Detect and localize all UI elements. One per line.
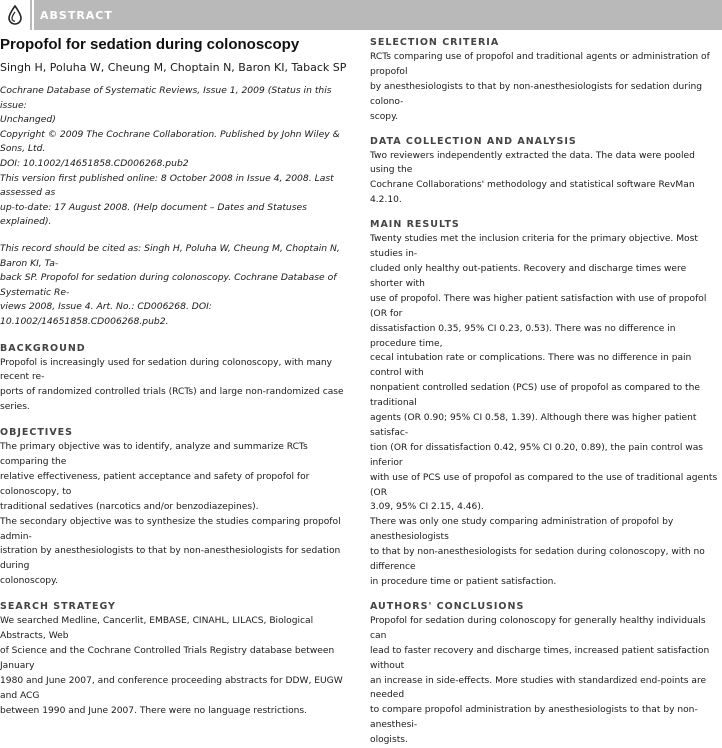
author-list: Singh H, Poluha W, Cheung M, Choptain N, Baron KI, Taback SP: [0, 61, 347, 74]
text-line: Copyright © 2009 The Cochrane Collaboration. Published by John Wiley & Sons, Ltd.: [0, 128, 340, 155]
search-strategy-text: [0, 614, 350, 718]
text-line: relative effectiveness, patient acceptance and safety of propofol for colonoscopy, to: [0, 471, 310, 497]
text-line: scopy.: [370, 111, 399, 122]
text-line: cecal intubation rate or complications. There was no difference in pain control with: [370, 353, 692, 379]
text-line: Cochrane Collaborations' methodology and statistical software RevMan 4.2.10.: [370, 180, 695, 206]
text-line: This version first published online: 8 October 2008 in Issue 4, 2008. Last assessed as: [0, 172, 334, 199]
text-line: views 2008, Issue 4. Art. No.: CD006268. DOI: 10.1002/14651858.CD006268.pub2.: [0, 301, 212, 327]
text-line: Propofol is increasingly used for sedation during colonoscopy, with many recent re-: [0, 357, 333, 383]
citation-info: [0, 242, 350, 330]
text-line: 1980 and June 2007, and conference proceeding abstracts for DDW, EUGW and ACG: [0, 675, 343, 701]
text-line: lead to faster recovery and discharge times, increased patient satisfaction without: [370, 645, 710, 671]
selection-criteria-text: [370, 50, 720, 125]
data-collection-heading: DATA COLLECTION AND ANALYSIS: [370, 135, 577, 147]
text-line: traditional sedatives (narcotics and/or benzodiazepines).: [0, 501, 259, 512]
drop-logo-icon: [8, 5, 22, 25]
data-collection-text: [370, 149, 720, 209]
text-line: with use of PCS use of propofol as compared to the use of traditional agents (OR: [370, 472, 718, 498]
text-line: back SP. Propofol for sedation during colonoscopy. Cochrane Database of Systematic Re-: [0, 272, 337, 298]
selection-criteria-heading: SELECTION CRITERIA: [370, 37, 500, 48]
main-results-text: [370, 232, 720, 590]
background-text: [0, 356, 350, 416]
banner-divider: [32, 0, 34, 30]
text-line: Cochrane Database of Systematic Reviews, Issue 1, 2009 (Status in this issue:: [0, 85, 332, 111]
text-line: nonpatient controlled sedation (PCS) use of propofol as compared to the traditional: [370, 383, 700, 409]
text-line: between 1990 and June 2007. There were no language restrictions.: [0, 705, 308, 716]
text-line: Unchanged): [0, 114, 56, 126]
text-line: use of propofol. There was higher patient satisfaction with use of propofol (OR for: [370, 293, 707, 319]
text-line: DOI: 10.1002/14651858.CD006268.pub2: [0, 157, 189, 169]
text-line: RCTs comparing use of propofol and traditional agents or administration of propofol: [370, 52, 710, 77]
text-line: by anesthesiologists to that by non-anesthesiologists for sedation during colono-: [370, 81, 703, 107]
text-line: The primary objective was to identify, analyze and summarize RCTs comparing the: [0, 442, 308, 468]
text-line: dissatisfaction 0.35, 95% CI 0.23, 0.53). There was no difference in procedure time,: [370, 323, 676, 349]
text-line: ologists.: [370, 735, 408, 746]
text-line: colonoscopy.: [0, 576, 59, 587]
text-line: 3.09, 95% CI 2.15, 4.46).: [370, 502, 484, 513]
text-line: to compare propofol administration by anesthesiologists to that by non-anesthesi-: [370, 705, 698, 731]
background-heading: BACKGROUND: [0, 342, 86, 354]
text-line: agents (OR 0.90; 95% CI 0.58, 1.39). Although there was higher patient satisfac-: [370, 413, 697, 438]
text-line: tion (OR for dissatisfaction 0.42, 95% CI 0.20, 0.89), the pain control was inferior: [370, 442, 704, 468]
main-results-heading: MAIN RESULTS: [370, 219, 460, 231]
objectives-text: [0, 440, 350, 589]
publication-info: [0, 84, 350, 230]
text-line: in procedure time or patient satisfaction.: [370, 577, 557, 587]
right-column: [370, 36, 720, 748]
text-line: Propofol for sedation during colonoscopy for generally healthy individuals can: [370, 615, 706, 641]
article-title: Propofol for sedation during colonoscopy: [0, 36, 300, 53]
text-line: an increase in side-effects. More studies with standardized end-points are needed: [370, 675, 707, 701]
abstract-banner: [0, 0, 722, 30]
banner-label: ABSTRACT: [40, 8, 113, 22]
text-line: Two reviewers independently extracted the data. The data were pooled using the: [370, 150, 695, 176]
left-column: [0, 36, 350, 719]
conclusions-heading: AUTHORS' CONCLUSIONS: [370, 600, 525, 612]
text-line: of Science and the Cochrane Controlled Trials Registry database between January: [0, 646, 335, 671]
text-line: cluded only healthy out-patients. Recovery and discharge times were shorter with: [370, 263, 687, 289]
text-line: Twenty studies met the inclusion criteria for the primary objective. Most studies in-: [370, 234, 698, 260]
text-line: ports of randomized controlled trials (RCTs) and large non-randomized case series.: [0, 387, 344, 413]
text-line: We searched Medline, Cancerlit, EMBASE, CINAHL, LILACS, Biological Abstracts, Web: [0, 616, 314, 642]
text-line: up-to-date: 17 August 2008. (Help document – Dates and Statuses explained).: [0, 201, 307, 228]
text-line: istration by anesthesiologists to that by non-anesthesiologists for sedation during: [0, 546, 341, 572]
text-line: This record should be cited as: Singh H, Poluha W, Cheung M, Choptain N, Baron KI, Ta-: [0, 242, 340, 269]
text-line: to that by non-anesthesiologists for sedation during colonoscopy, with no difference: [370, 547, 705, 573]
text-line: There was only one study comparing administration of propofol by anesthesiologists: [370, 517, 674, 543]
conclusions-text: [370, 614, 720, 748]
search-strategy-heading: SEARCH STRATEGY: [0, 601, 116, 613]
text-line: The secondary objective was to synthesize the studies comparing propofol admin-: [0, 516, 341, 542]
objectives-heading: OBJECTIVES: [0, 427, 74, 439]
logo: [0, 0, 30, 30]
